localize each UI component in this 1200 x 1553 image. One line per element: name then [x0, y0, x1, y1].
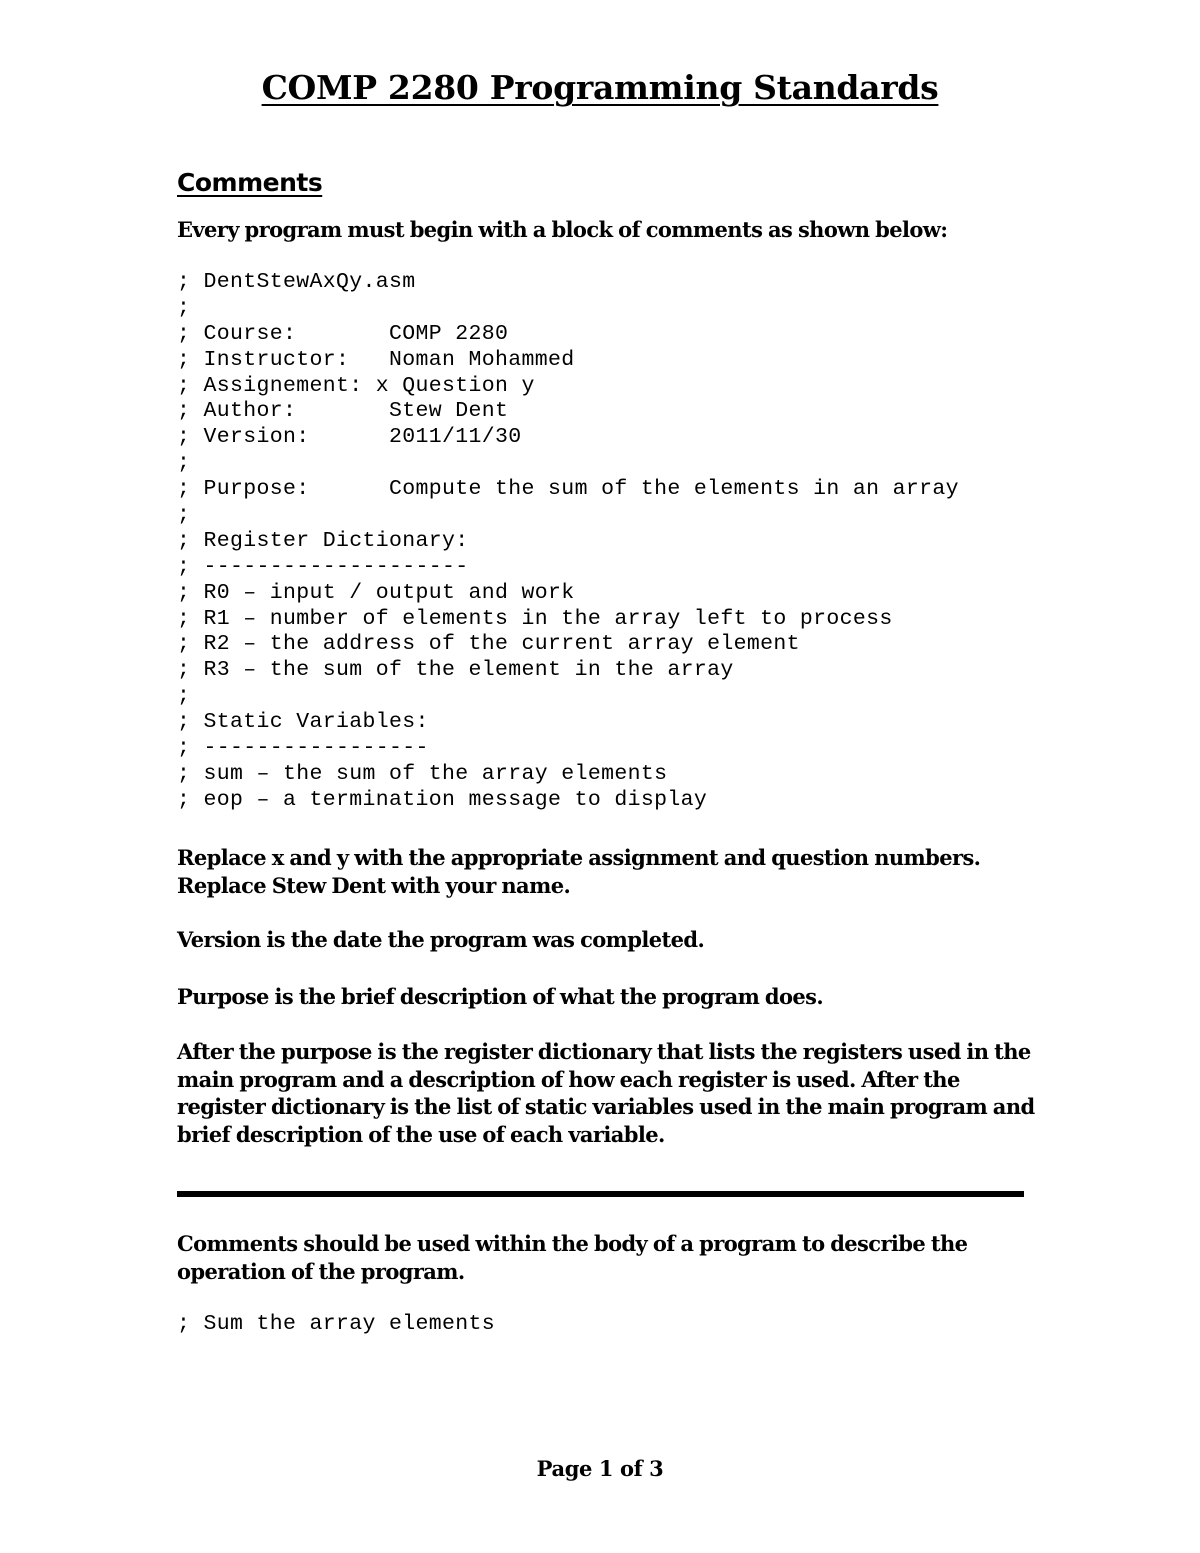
purpose-paragraph: Purpose is the brief description of what the program does. — [177, 984, 824, 1009]
page-number-footer: Page 1 of 3 — [536, 1456, 664, 1481]
code-line: ; R2 – the address of the current array element — [177, 632, 800, 657]
code-line: ; ----------------- — [177, 736, 429, 761]
register-dictionary-paragraph: After the purpose is the register dictionary that lists the registers used in the main program and a description of how each register is used. After the register dictionary is the list of static variables used in the main program and brief description of the use of each variable. — [177, 1039, 1035, 1147]
body-comments-paragraph: Comments should be used within the body of a program to describe the operation of the program. — [177, 1231, 968, 1284]
header-comment-code-block — [177, 270, 959, 814]
code-line: ; Author: Stew Dent — [177, 399, 509, 424]
code-line: ; R3 – the sum of the element in the array — [177, 658, 734, 683]
code-line: ; — [177, 295, 191, 320]
code-line: ; -------------------- — [177, 554, 469, 579]
code-line: ; Version: 2011/11/30 — [177, 425, 522, 450]
body-comment-example: ; Sum the array elements — [177, 1312, 496, 1336]
code-line: ; Purpose: Compute the sum of the elements in an array — [177, 477, 959, 502]
code-line: ; DentStewAxQy.asm — [177, 270, 416, 294]
version-paragraph: Version is the date the program was completed. — [177, 927, 705, 952]
code-line: ; eop – a termination message to display — [177, 787, 708, 812]
code-line: ; Register Dictionary: — [177, 528, 469, 553]
section-heading-comments: Comments — [177, 168, 323, 197]
code-line: ; R1 – number of elements in the array left to process — [177, 606, 893, 631]
page-title: COMP 2280 Programming Standards — [261, 68, 939, 107]
horizontal-divider — [177, 1191, 1024, 1197]
intro-paragraph: Every program must begin with a block of comments as shown below: — [177, 217, 948, 242]
code-line: ; Course: COMP 2280 — [177, 321, 509, 346]
code-line: ; — [177, 451, 191, 476]
code-line: ; Static Variables: — [177, 710, 429, 735]
code-line: ; Instructor: Noman Mohammed — [177, 347, 575, 372]
code-line: ; R0 – input / output and work — [177, 580, 575, 605]
code-line: ; Assignement: x Question y — [177, 373, 535, 398]
replace-paragraph: Replace x and y with the appropriate assignment and question numbers. Replace Stew Dent with your name. — [177, 845, 981, 898]
code-line: ; — [177, 684, 191, 709]
code-line: ; — [177, 503, 191, 528]
code-line: ; sum – the sum of the array elements — [177, 761, 668, 786]
